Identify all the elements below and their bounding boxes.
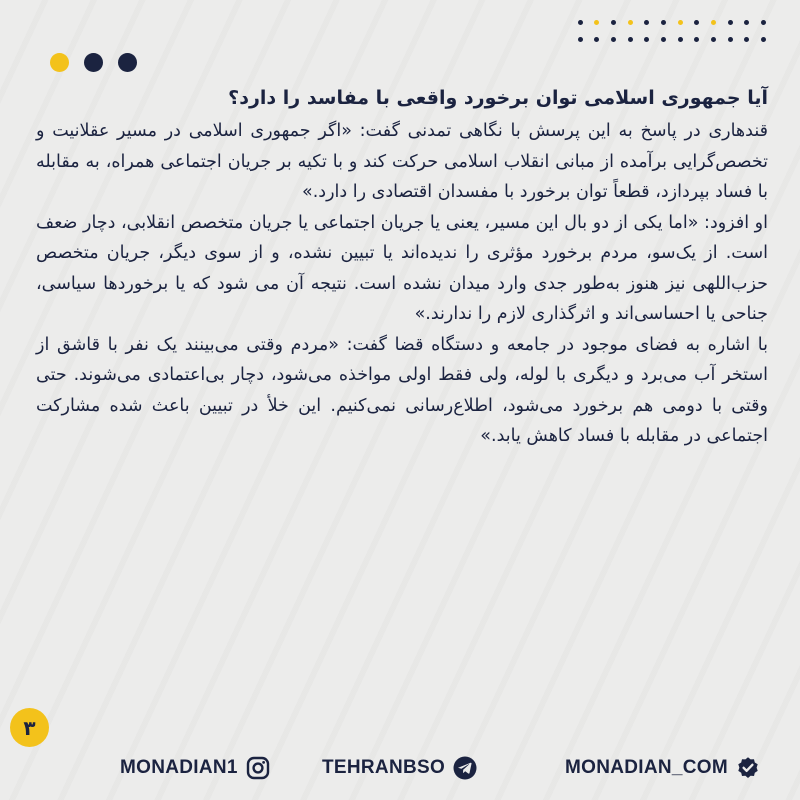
telegram-handle[interactable] <box>322 752 477 784</box>
article-body <box>36 82 768 452</box>
article-title: آیا جمهوری اسلامی توان برخورد واقعی با مفاسد را دارد؟ <box>228 87 768 109</box>
verified-check-icon <box>736 756 760 780</box>
instagram-handle[interactable] <box>120 752 270 784</box>
telegram-icon <box>453 756 477 780</box>
paragraph: با اشاره به فضای موجود در جامعه و دستگاه قضا گفت: «مردم وقتی می‌بینند یک نفر با قاشق از استخر آب می‌برد و دیگری با لوله، ولی فقط اولی مواخذه می‌شود، دچار بی‌اعتمادی می‌شوند. حتی وقتی با دومی هم برخورد می‌شود، اطلاع‌رسانی نمی‌کنیم. این خلأ در تبیین باعث شده مشارکت اجتماعی در مقابله با فساد کاهش یابد.» <box>36 334 768 446</box>
paragraph: او افزود: «اما یکی از دو بال این مسیر، یعنی یا جریان اجتماعی یا جریان متخصص انقلابی، دچار ضعف است. از یک‌سو، مردم برخورد مؤثری را ندیده‌اند یا تبیین نشده، و از سوی دیگر، جریان متخصص حزب‌اللهی نیز هنوز به‌طور جدی وارد میدان نشده است. نتیجه آن می شود که یا برخوردها سیاسی، جناحی یا احساسی‌اند و اثرگذاری لازم را ندارند.» <box>36 212 768 324</box>
paragraph: قندهاری در پاسخ به این پرسش با نگاهی تمدنی گفت: «اگر جمهوری اسلامی در مسیر عقلانیت و تخصص‌گرایی برآمده از مبانی انقلاب اسلامی حرکت کند و با تکیه بر جریان اجتماعی همراه، به مقابله با فساد بپردازد، قطعاً توان برخورد با مفسدان اقتصادی را دارد.» <box>36 121 768 202</box>
footer <box>0 752 800 784</box>
website-handle[interactable] <box>565 752 760 784</box>
decorative-dot-grid <box>572 20 772 42</box>
page-number-badge: ۳ <box>10 708 49 747</box>
decorative-three-dots <box>50 53 137 72</box>
telegram-handle-label: TEHRANBSO <box>322 757 446 778</box>
instagram-handle-label: MONADIAN1 <box>120 757 238 778</box>
instagram-icon <box>246 756 270 780</box>
website-handle-label: MONADIAN_COM <box>565 757 728 778</box>
